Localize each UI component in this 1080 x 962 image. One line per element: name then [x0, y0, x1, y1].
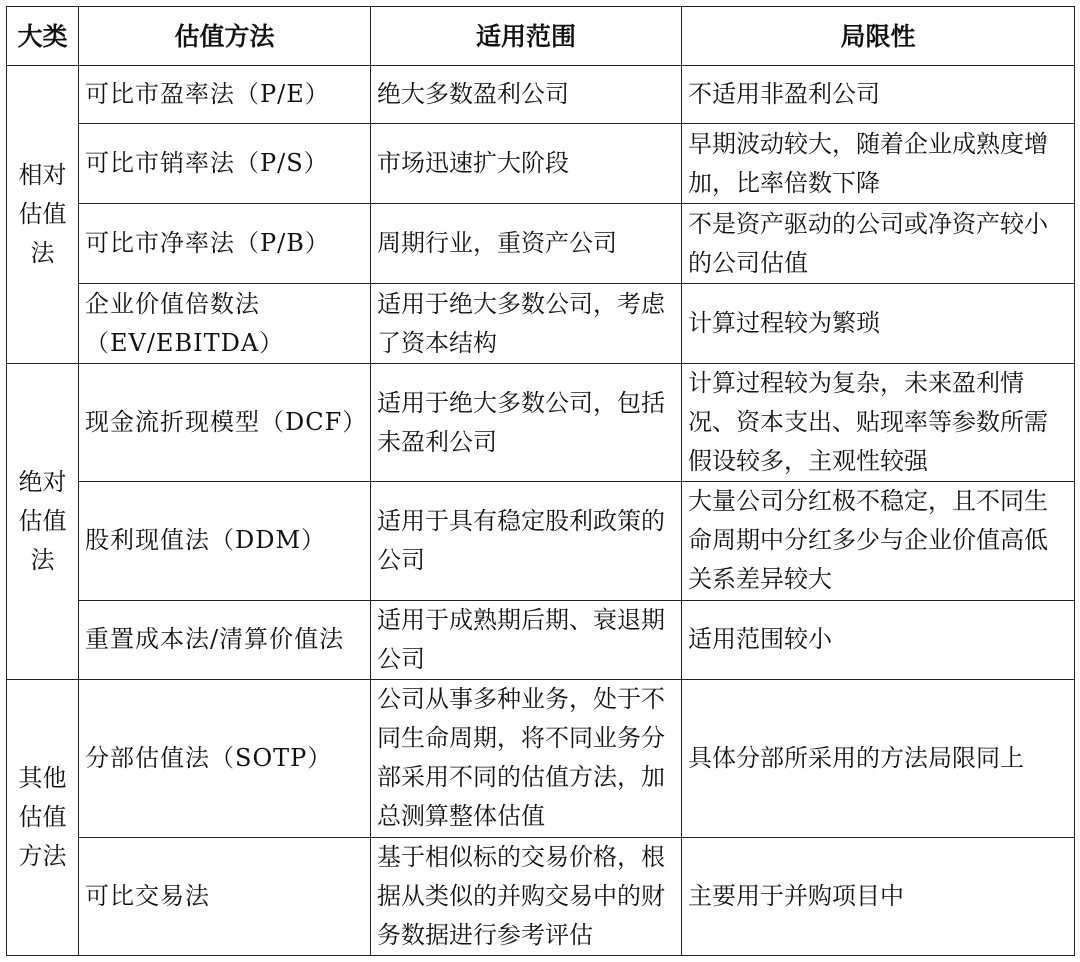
limitation-cell: 早期波动较大，随着企业成熟度增加，比率倍数下降 — [682, 124, 1075, 204]
method-cell: 可比交易法 — [79, 837, 371, 955]
scope-cell: 市场迅速扩大阶段 — [371, 124, 682, 204]
table-row — [7, 124, 1075, 204]
scope-cell: 基于相似标的交易价格，根据从类似的并购交易中的财务数据进行参考评估 — [371, 837, 682, 955]
limitation-cell: 计算过程较为繁琐 — [682, 284, 1075, 364]
method-cell: 股利现值法（DDM） — [79, 482, 371, 600]
method-cell: 现金流折现模型（DCF） — [79, 364, 371, 482]
table-row — [7, 600, 1075, 679]
header-limitation: 局限性 — [682, 7, 1075, 66]
table-row — [7, 66, 1075, 124]
header-scope: 适用范围 — [371, 7, 682, 66]
method-cell: 企业价值倍数法（EV/EBITDA） — [79, 284, 371, 364]
category-cell — [7, 364, 79, 679]
category-cell — [7, 66, 79, 364]
scope-cell: 适用于具有稳定股利政策的公司 — [371, 482, 682, 600]
table-row — [7, 364, 1075, 482]
method-cell: 重置成本法/清算价值法 — [79, 600, 371, 679]
method-cell: 分部估值法（SOTP） — [79, 679, 371, 837]
table-row — [7, 837, 1075, 955]
scope-cell: 适用于绝大多数公司，包括未盈利公司 — [371, 364, 682, 482]
category-cell — [7, 679, 79, 955]
header-category: 大类 — [7, 7, 79, 66]
table-row — [7, 482, 1075, 600]
header-method: 估值方法 — [79, 7, 371, 66]
category-label: 绝对估值法 — [18, 467, 67, 574]
method-cell: 可比市销率法（P/S） — [79, 124, 371, 204]
method-cell: 可比市净率法（P/B） — [79, 204, 371, 284]
table-row — [7, 204, 1075, 284]
limitation-cell: 计算过程较为复杂，未来盈利情况、资本支出、贴现率等参数所需假设较多，主观性较强 — [682, 364, 1075, 482]
category-label: 其他估值方法 — [18, 763, 67, 870]
scope-cell: 适用于成熟期后期、衰退期公司 — [371, 600, 682, 679]
limitation-cell: 主要用于并购项目中 — [682, 837, 1075, 955]
scope-cell: 绝大多数盈利公司 — [371, 66, 682, 124]
table-row — [7, 284, 1075, 364]
scope-cell: 公司从事多种业务，处于不同生命周期，将不同业务分部采用不同的估值方法，加总测算整体估值 — [371, 679, 682, 837]
scope-cell: 周期行业，重资产公司 — [371, 204, 682, 284]
limitation-cell: 不适用非盈利公司 — [682, 66, 1075, 124]
header-row — [7, 7, 1075, 66]
table-row — [7, 679, 1075, 837]
category-label: 相对估值法 — [18, 161, 67, 268]
limitation-cell: 大量公司分红极不稳定，且不同生命周期中分红多少与企业价值高低关系差异较大 — [682, 482, 1075, 600]
valuation-methods-table — [6, 6, 1075, 956]
method-cell: 可比市盈率法（P/E） — [79, 66, 371, 124]
limitation-cell: 具体分部所采用的方法局限同上 — [682, 679, 1075, 837]
limitation-cell: 不是资产驱动的公司或净资产较小的公司估值 — [682, 204, 1075, 284]
limitation-cell: 适用范围较小 — [682, 600, 1075, 679]
scope-cell: 适用于绝大多数公司，考虑了资本结构 — [371, 284, 682, 364]
